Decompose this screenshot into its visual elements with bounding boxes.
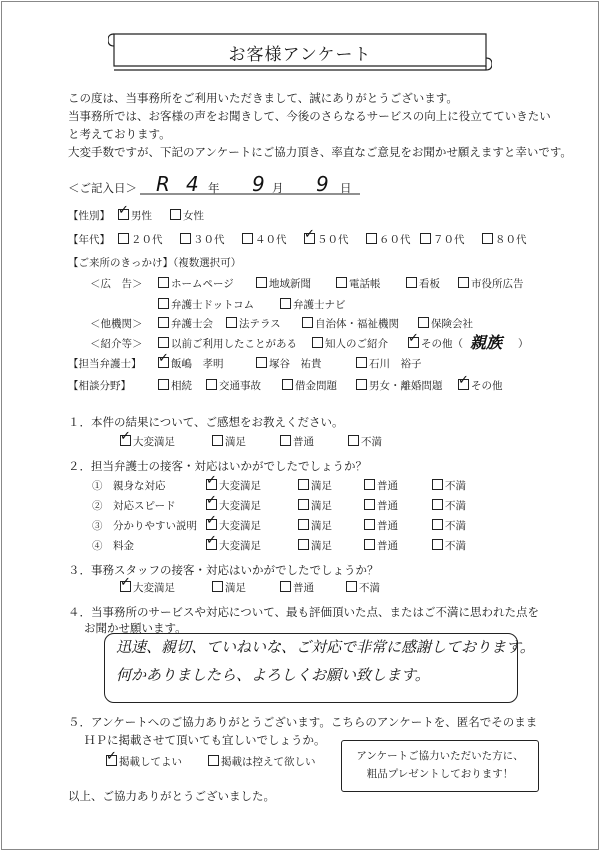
- source-option-bar-association[interactable]: 弁護士会: [158, 316, 213, 331]
- source-option-signboard[interactable]: 看板: [406, 276, 440, 291]
- checkbox-icon[interactable]: [418, 317, 429, 328]
- checkbox-icon[interactable]: [158, 337, 169, 348]
- checkbox-icon[interactable]: [432, 539, 443, 550]
- q1-option-dissatisfied[interactable]: 不満: [348, 434, 382, 449]
- q5-option-decline[interactable]: 掲載は控えて欲しい: [208, 754, 316, 769]
- checkbox-checked-icon[interactable]: [304, 233, 315, 244]
- checkbox-icon[interactable]: [364, 539, 375, 550]
- q1-text: １．本件の結果について、ご感想をお教えください。: [68, 415, 344, 429]
- field-option-divorce[interactable]: 男女・離婚問題: [356, 378, 443, 393]
- date-era[interactable]: R: [156, 172, 170, 196]
- intro-line-2: 当事務所では、お客様の声をお聞きして、今後のさらなるサービスの向上に役立てていきたい: [68, 109, 551, 123]
- checkbox-checked-icon[interactable]: [408, 337, 419, 348]
- checkbox-icon[interactable]: [356, 379, 367, 390]
- age-option-80s[interactable]: ８０代: [482, 232, 527, 247]
- q1-option-satisfied[interactable]: 満足: [212, 434, 246, 449]
- checkbox-icon[interactable]: [212, 581, 223, 592]
- q2-row-label: ③ 分かりやすい説明: [92, 520, 197, 532]
- q2-row4-dissatisfied[interactable]: 不満: [432, 538, 466, 553]
- checkbox-icon[interactable]: [242, 233, 253, 244]
- q2-row4-satisfied[interactable]: 満足: [298, 538, 332, 553]
- date-year-unit: 年: [208, 181, 220, 195]
- checkbox-icon[interactable]: [158, 317, 169, 328]
- source-org-label: ＜他機関＞: [90, 318, 143, 330]
- q3-option-normal[interactable]: 普通: [280, 580, 314, 595]
- intro-line-1: この度は、当事務所をご利用いただきまして、誠にありがとうございます。: [68, 91, 458, 105]
- q2-row1-very-satisfied[interactable]: ✓ 大変満足: [206, 478, 261, 493]
- checkbox-icon[interactable]: [280, 581, 291, 592]
- date-underline: [140, 192, 360, 196]
- checkbox-icon[interactable]: [420, 233, 431, 244]
- checkbox-checked-icon[interactable]: [120, 435, 131, 446]
- source-option-welfare[interactable]: 自治体・福祉機関: [302, 316, 399, 331]
- checkbox-icon[interactable]: [282, 379, 293, 390]
- intro-line-3: と考えております。: [68, 127, 171, 141]
- checkbox-icon[interactable]: [366, 233, 377, 244]
- checkbox-icon[interactable]: [348, 435, 359, 446]
- checkbox-icon[interactable]: [170, 209, 181, 220]
- checkbox-checked-icon[interactable]: [206, 539, 217, 550]
- checkbox-icon[interactable]: [180, 233, 191, 244]
- checkbox-icon[interactable]: [364, 479, 375, 490]
- q2-row4-very-satisfied[interactable]: ✓ 大変満足: [206, 538, 261, 553]
- age-option-60s[interactable]: ６０代: [366, 232, 411, 247]
- field-option-traffic[interactable]: 交通事故: [206, 378, 261, 393]
- lawyer-label: 【担当弁護士】: [68, 358, 142, 370]
- q5-text-line-1: ５．アンケートへのご協力ありがとうございます。こちらのアンケートを、匿名でそのまま: [68, 715, 538, 729]
- source-option-acquaintance[interactable]: 知人のご紹介: [312, 336, 388, 351]
- checkbox-icon[interactable]: [364, 519, 375, 530]
- checkbox-icon[interactable]: [432, 499, 443, 510]
- q3-option-satisfied[interactable]: 満足: [212, 580, 246, 595]
- q2-row-label: ① 親身な対応: [92, 480, 166, 492]
- checkbox-icon[interactable]: [432, 479, 443, 490]
- field-option-debt[interactable]: 借金問題: [282, 378, 337, 393]
- source-label: 【ご来所のきっかけ】（複数選択可）: [68, 257, 242, 269]
- q2-row2-satisfied[interactable]: 満足: [298, 498, 332, 513]
- checkbox-icon[interactable]: [298, 499, 309, 510]
- q3-option-very-satisfied[interactable]: ✓大変満足: [120, 580, 175, 595]
- checkbox-icon[interactable]: [356, 357, 367, 368]
- q1-option-very-satisfied[interactable]: ✓大変満足: [120, 434, 175, 449]
- checkbox-icon[interactable]: [256, 277, 267, 288]
- gender-option-male[interactable]: ✓ 男性: [118, 208, 152, 223]
- q2-row3-very-satisfied[interactable]: ✓ 大変満足: [206, 518, 261, 533]
- source-option-insurance[interactable]: 保険会社: [418, 316, 473, 331]
- source-other-close: ）: [518, 338, 529, 350]
- title-banner: [108, 30, 492, 74]
- checkbox-icon[interactable]: [346, 581, 357, 592]
- date-month-unit: 月: [272, 181, 284, 195]
- date-month[interactable]: 9: [252, 172, 265, 196]
- date-day-unit: 日: [340, 181, 352, 195]
- q2-row3-dissatisfied[interactable]: 不満: [432, 518, 466, 533]
- age-option-40s[interactable]: ４０代: [242, 232, 287, 247]
- gift-notice-line-1: アンケートご協力いただいた方に、: [356, 750, 524, 762]
- checkbox-icon[interactable]: [158, 298, 169, 309]
- checkbox-icon[interactable]: [280, 298, 291, 309]
- checkbox-checked-icon[interactable]: [120, 581, 131, 592]
- checkbox-checked-icon[interactable]: [206, 479, 217, 490]
- gift-notice-box: [341, 740, 539, 792]
- checkbox-icon[interactable]: [298, 539, 309, 550]
- checkbox-icon[interactable]: [280, 435, 291, 446]
- source-option-city-ad[interactable]: 市役所広告: [458, 276, 524, 291]
- field-option-inheritance[interactable]: 相続: [158, 378, 192, 393]
- source-option-other[interactable]: ✓ その他（: [408, 336, 463, 351]
- checkbox-icon[interactable]: [432, 519, 443, 530]
- intro-line-4: 大変手数ですが、下記のアンケートにご協力頂き、率直なご意見をお聞かせ願えますと幸いです。: [68, 145, 572, 159]
- source-option-homepage[interactable]: ホームページ: [158, 276, 234, 291]
- gender-option-female[interactable]: 女性: [170, 208, 204, 223]
- checkbox-icon[interactable]: [256, 357, 267, 368]
- checkbox-checked-icon[interactable]: [118, 209, 129, 220]
- source-other-handwritten[interactable]: 親族: [470, 333, 503, 352]
- checkbox-icon[interactable]: [302, 317, 313, 328]
- checkbox-icon[interactable]: [482, 233, 493, 244]
- checkbox-icon[interactable]: [158, 277, 169, 288]
- q2-row4-normal[interactable]: 普通: [364, 538, 398, 553]
- q5-text-line-2: ＨＰに掲載させて頂いても宜しいでしょうか。: [84, 733, 326, 747]
- source-option-bengoshi-navi[interactable]: 弁護士ナビ: [280, 297, 346, 312]
- q2-row2-very-satisfied[interactable]: ✓ 大変満足: [206, 498, 261, 513]
- checkbox-icon[interactable]: [406, 277, 417, 288]
- lawyer-option-iijima[interactable]: ✓ 飯嶋 孝明: [158, 356, 224, 371]
- checkbox-icon[interactable]: [336, 277, 347, 288]
- q2-row1-satisfied[interactable]: 満足: [298, 478, 332, 493]
- q3-text: ３．事務スタッフの接客・対応はいかがでしたでしょうか？: [68, 563, 379, 577]
- q1-option-normal[interactable]: 普通: [280, 434, 314, 449]
- lawyer-option-ishikawa[interactable]: 石川 裕子: [356, 356, 422, 371]
- checkbox-checked-icon[interactable]: [458, 379, 469, 390]
- page-title: お客様アンケート: [228, 45, 372, 65]
- source-option-previous-use[interactable]: 以前ご利用したことがある: [158, 336, 297, 351]
- source-option-local-paper[interactable]: 地域新聞: [256, 276, 311, 291]
- age-option-20s[interactable]: ２０代: [118, 232, 163, 247]
- checkbox-icon[interactable]: [226, 317, 237, 328]
- checkbox-icon[interactable]: [208, 755, 219, 766]
- checkbox-icon[interactable]: [206, 379, 217, 390]
- source-option-houterasu[interactable]: 法テラス: [226, 316, 281, 331]
- date-year[interactable]: 4: [186, 172, 199, 196]
- lawyer-option-tsukaya[interactable]: 塚谷 祐貴: [256, 356, 322, 371]
- source-option-bengoshi-dotcom[interactable]: 弁護士ドットコム: [158, 297, 254, 312]
- source-ref-label: ＜紹介等＞: [90, 338, 143, 350]
- q2-row3-satisfied[interactable]: 満足: [298, 518, 332, 533]
- q2-row-label: ④ 料金: [92, 540, 134, 552]
- q2-row-label: ② 対応スピード: [92, 500, 176, 512]
- q2-row2-dissatisfied[interactable]: 不満: [432, 498, 466, 513]
- gender-label: 【性別】: [68, 210, 110, 222]
- gift-notice-line-2: 粗品プレゼントしております！: [366, 768, 514, 780]
- checkbox-icon[interactable]: [298, 519, 309, 530]
- field-label: 【相談分野】: [68, 380, 131, 392]
- checkbox-icon[interactable]: [158, 379, 169, 390]
- source-option-phonebook[interactable]: 電話帳: [336, 276, 381, 291]
- source-ad-label: ＜広 告＞: [90, 278, 143, 290]
- checkbox-checked-icon[interactable]: [106, 755, 117, 766]
- q4-text-line-2: お聞かせ願います。: [84, 621, 187, 635]
- checkbox-icon[interactable]: [364, 499, 375, 510]
- checkbox-icon[interactable]: [212, 435, 223, 446]
- q4-answer-line-2[interactable]: 何かありましたら、よろしくお願い致します。: [116, 666, 430, 684]
- age-label: 【年代】: [68, 234, 110, 246]
- age-option-50s[interactable]: ✓ ５０代: [304, 232, 349, 247]
- field-option-other[interactable]: ✓ その他: [458, 378, 503, 393]
- checkbox-checked-icon[interactable]: [158, 357, 169, 368]
- closing-text: 以上、ご協力ありがとうございました。: [68, 789, 275, 803]
- checkbox-icon[interactable]: [312, 337, 323, 348]
- q2-row3-normal[interactable]: 普通: [364, 518, 398, 533]
- checkbox-icon[interactable]: [458, 277, 469, 288]
- age-option-70s[interactable]: ７０代: [420, 232, 465, 247]
- q3-option-dissatisfied[interactable]: 不満: [346, 580, 380, 595]
- q2-text: ２．担当弁護士の接客・対応はいかがでしたでしょうか？: [68, 459, 367, 473]
- checkbox-icon[interactable]: [298, 479, 309, 490]
- q4-text-line-1: ４．当事務所のサービスや対応について、最も評価頂いた点、またはご不満に思われた点を: [68, 605, 540, 619]
- checkbox-icon[interactable]: [118, 233, 129, 244]
- checkbox-checked-icon[interactable]: [206, 499, 217, 510]
- q2-row1-dissatisfied[interactable]: 不満: [432, 478, 466, 493]
- q2-row2-normal[interactable]: 普通: [364, 498, 398, 513]
- q4-answer-line-1[interactable]: 迅速、親切、ていねいな、ご対応で非常に感謝しております。: [116, 638, 535, 656]
- date-label: ＜ご記入日＞: [68, 181, 137, 195]
- q2-row1-normal[interactable]: 普通: [364, 478, 398, 493]
- date-day[interactable]: 9: [316, 172, 329, 196]
- checkbox-checked-icon[interactable]: [206, 519, 217, 530]
- q5-option-allow[interactable]: ✓掲載してよい: [106, 754, 182, 769]
- age-option-30s[interactable]: ３０代: [180, 232, 225, 247]
